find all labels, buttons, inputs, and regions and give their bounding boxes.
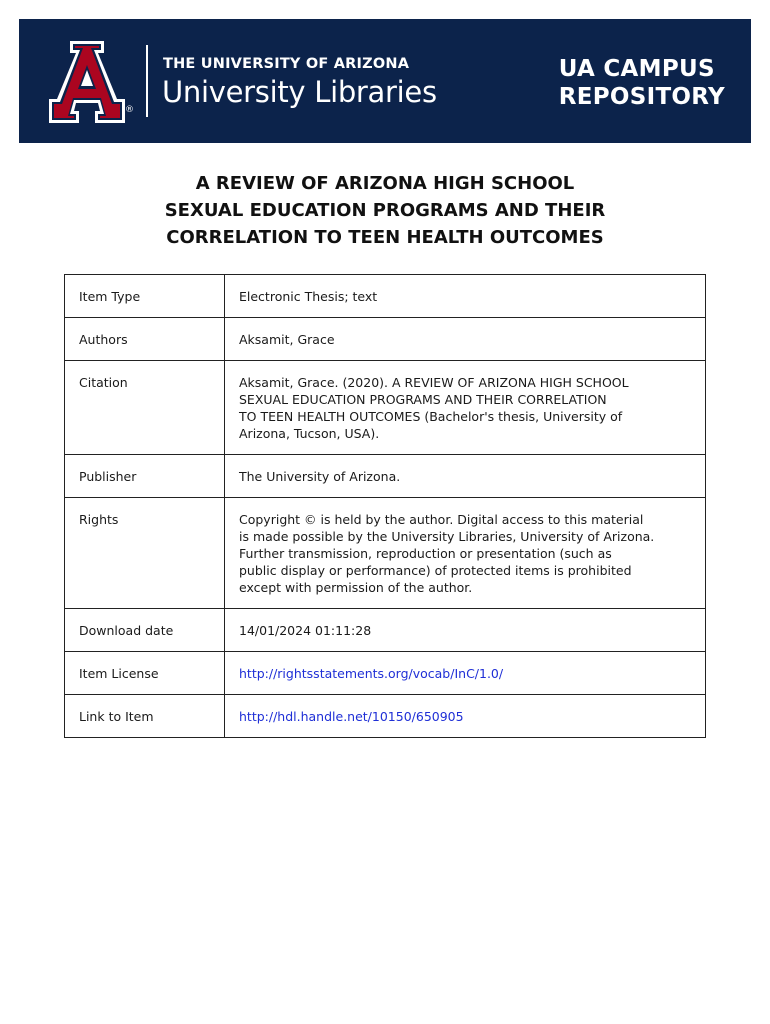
item-handle-link[interactable]: http://hdl.handle.net/10150/650905 [239,709,464,724]
repository-label-line: REPOSITORY [558,84,725,110]
rights-line: is made possible by the University Libraries, University of Arizona. [239,529,655,544]
link-to-item-label: Link to Item [65,695,225,738]
table-row-publisher [65,455,706,498]
rights-line: public display or performance) of protected items is prohibited [239,563,632,578]
repository-label-line: UA CAMPUS [558,56,715,82]
authors-label: Authors [65,318,225,361]
registered-mark: ® [125,105,134,115]
publisher-label: Publisher [65,455,225,498]
citation-label: Citation [65,361,225,455]
repository-label [559,55,725,111]
citation-line: TO TEEN HEALTH OUTCOMES (Bachelor's thesis, University of [239,409,623,424]
document-title-line: A REVIEW OF ARIZONA HIGH SCHOOL [195,173,575,194]
repository-banner [19,19,751,143]
item-license-label: Item License [65,652,225,695]
citation-line: SEXUAL EDUCATION PROGRAMS AND THEIR CORRELATION [239,392,607,407]
item-license-link[interactable]: http://rightsstatements.org/vocab/InC/1.0/ [239,666,504,681]
table-row-link-to-item [65,695,706,738]
item-type-label: Item Type [65,275,225,318]
rights-line: Copyright © is held by the author. Digital access to this material [239,512,644,527]
table-row-authors [65,318,706,361]
table-row-item-license [65,652,706,695]
rights-line: except with permission of the author. [239,580,473,595]
item-license-cell [225,652,706,695]
rights-line: Further transmission, reproduction or presentation (such as [239,546,612,561]
libraries-name: University Libraries [162,75,437,109]
document-title [60,170,710,251]
link-to-item-cell [225,695,706,738]
table-row-rights [65,498,706,609]
table-row-citation [65,361,706,455]
download-date-label: Download date [65,609,225,652]
document-title-line: CORRELATION TO TEEN HEALTH OUTCOMES [166,227,604,248]
rights-value [225,498,706,609]
download-date-value: 14/01/2024 01:11:28 [225,609,706,652]
metadata-table [64,274,706,738]
publisher-value: The University of Arizona. [225,455,706,498]
rights-label: Rights [65,498,225,609]
table-row-item-type [65,275,706,318]
authors-value: Aksamit, Grace [225,318,706,361]
university-of-arizona-logo-icon [43,41,131,123]
table-row-download-date [65,609,706,652]
citation-line: Arizona, Tucson, USA). [239,426,380,441]
banner-divider [146,45,148,117]
document-title-line: SEXUAL EDUCATION PROGRAMS AND THEIR [164,200,606,221]
citation-line: Aksamit, Grace. (2020). A REVIEW OF ARIZONA HIGH SCHOOL [239,375,629,390]
citation-value [225,361,706,455]
university-name: THE UNIVERSITY OF ARIZONA [163,56,410,72]
item-type-value: Electronic Thesis; text [225,275,706,318]
